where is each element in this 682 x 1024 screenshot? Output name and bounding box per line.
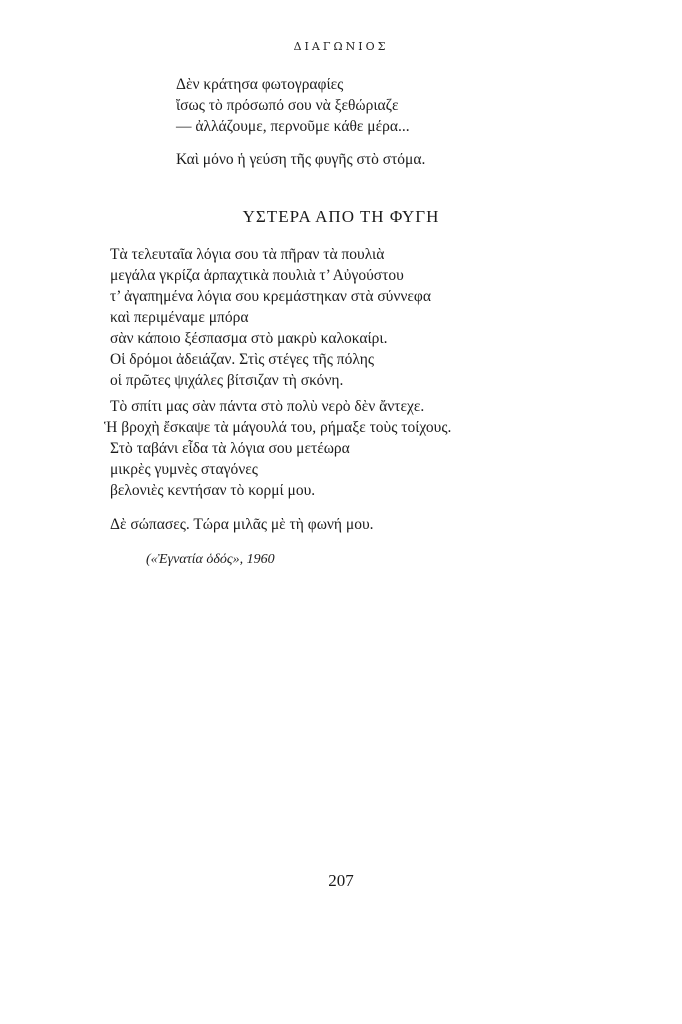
- verse-line: Στὸ ταβάνι εἶδα τὰ λόγια σου μετέωρα: [110, 440, 350, 457]
- verse-line: Καὶ μόνο ἡ γεύση τῆς φυγῆς στὸ στόμα.: [176, 151, 426, 168]
- verse-line: Τὸ σπίτι μας σὰν πάντα στὸ πολὺ νερὸ δὲν ἄντεχε.: [110, 398, 425, 415]
- poem-stanza-1: [110, 244, 431, 391]
- verse-line: οἱ πρῶτες ψιχάλες βίτσιζαν τὴ σκόνη.: [110, 372, 344, 389]
- verse-line: καὶ περιμέναμε μπόρα: [110, 309, 249, 326]
- previous-poem-stanza-2: [176, 149, 425, 170]
- verse-line: μικρὲς γυμνὲς σταγόνες: [110, 461, 258, 478]
- poem-stanza-3: [110, 514, 374, 535]
- verse-line: Τὰ τελευταῖα λόγια σου τὰ πῆραν τὰ πουλιὰ: [110, 246, 385, 263]
- verse-line: — ἀλλάζουμε, περνοῦμε κάθε μέρα...: [176, 118, 410, 135]
- verse-line: Δὲ σώπασες. Τώρα μιλᾶς μὲ τὴ φωνή μου.: [110, 516, 374, 533]
- verse-line: ἴσως τὸ πρόσωπό σου νὰ ξεθώριαζε: [176, 97, 399, 114]
- verse-line: Δὲν κράτησα φωτογραφίες: [176, 76, 344, 93]
- previous-poem-stanza-1: [176, 74, 410, 137]
- running-head: ΔΙΑΓΩΝΙΟΣ: [293, 40, 389, 53]
- verse-line: Οἱ δρόμοι ἀδειάζαν. Στὶς στέγες τῆς πόλης: [110, 351, 374, 368]
- verse-line: μεγάλα γκρίζα ἁρπαχτικὰ πουλιὰ τ’ Αὐγούστου: [110, 267, 404, 284]
- verse-line: σὰν κάποιο ξέσπασμα στὸ μακρὺ καλοκαίρι.: [110, 330, 388, 347]
- poem-source: («Ἐγνατία ὁδός», 1960: [146, 552, 275, 567]
- verse-line: τ’ ἀγαπημένα λόγια σου κρεμάστηκαν στὰ σύννεφα: [110, 288, 431, 305]
- verse-line: βελονιὲς κεντήσαν τὸ κορμί μου.: [110, 482, 316, 499]
- poem-title: ΥΣΤΕΡΑ ΑΠΟ ΤΗ ΦΥΓΗ: [242, 207, 440, 226]
- page-number: 207: [328, 871, 354, 890]
- verse-line: Ἡ βροχὴ ἔσκαψε τὰ μάγουλά του, ρήμαξε τοὺς τοίχους.: [104, 419, 452, 436]
- poem-stanza-2: [104, 396, 452, 501]
